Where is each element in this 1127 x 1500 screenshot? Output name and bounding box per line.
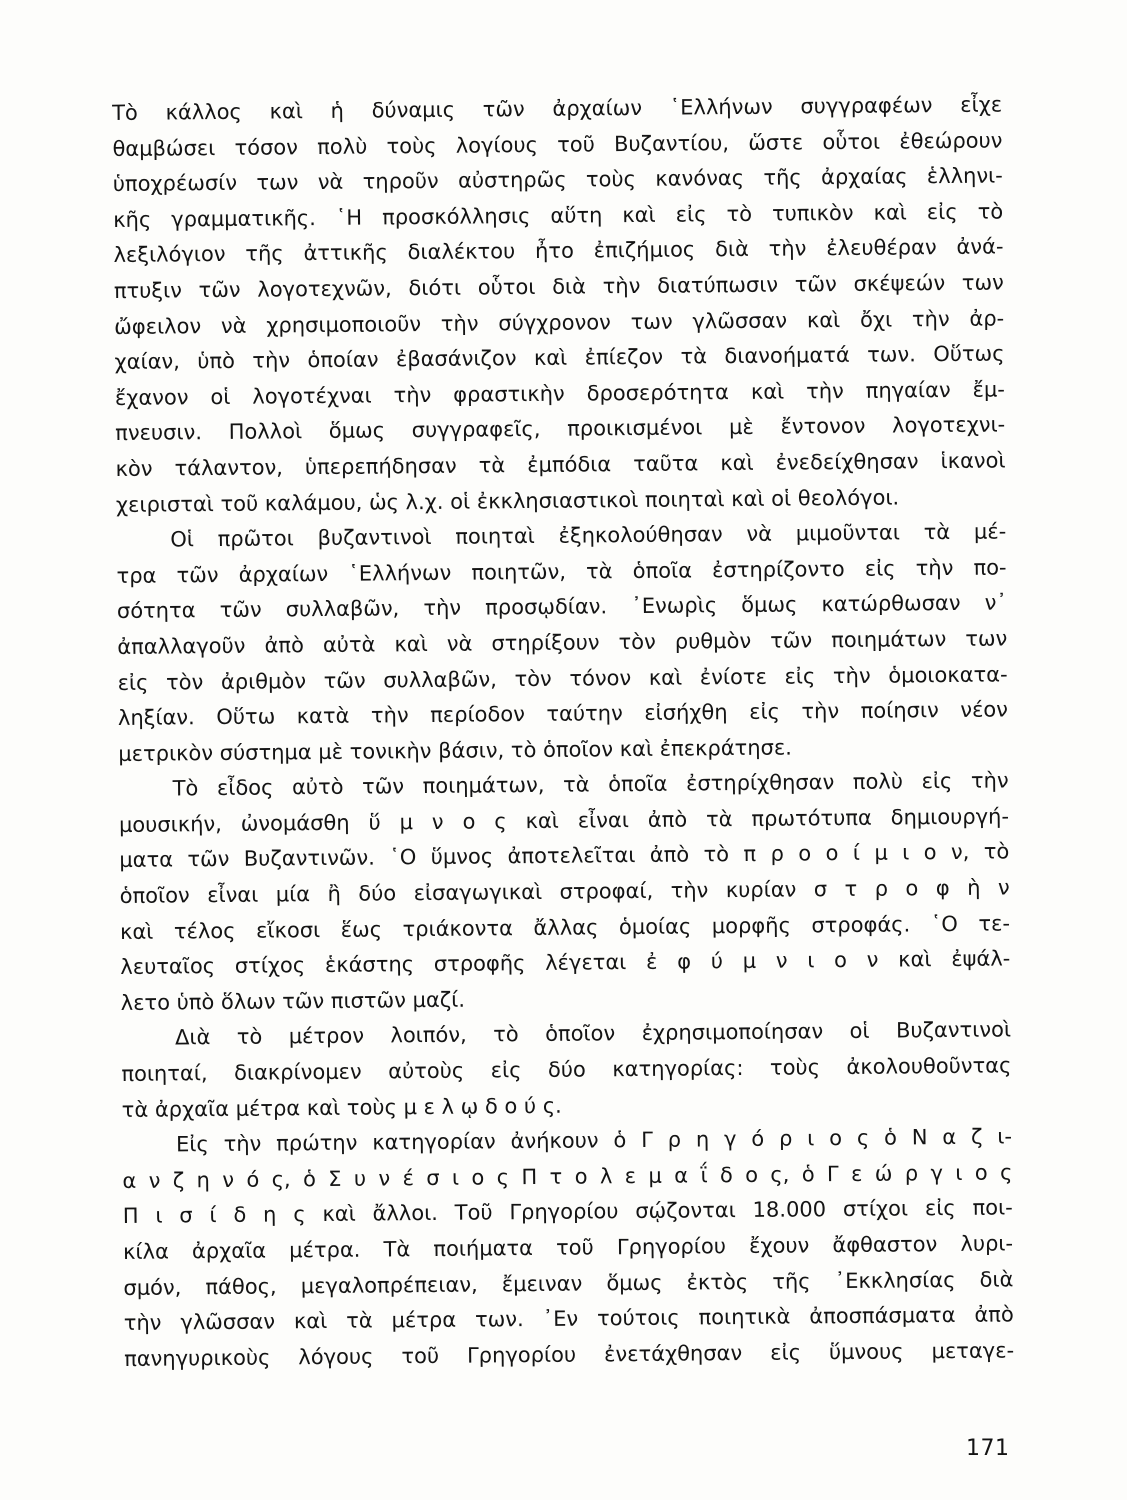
text-line: σότητα τῶν συλλαβῶν, τὴν προσῳδίαν. ᾽Ενωρὶς ὅμως κατώρθωσαν ν᾽ (116, 590, 1008, 624)
text-line: ἔχανον οἱ λογοτέχναι τὴν φραστικὴν δροσερότητα καὶ τὴν πηγαίαν ἔμ- (114, 377, 1005, 410)
text-line: Εἰς τὴν πρώτην κατηγορίαν ἀνήκουν ὁ Γ ρ η γ ό ρ ι ο ς ὁ Ν α ζ ι- (175, 1124, 1013, 1157)
body-text (112, 87, 1014, 1377)
text-line: τρα τῶν ἀρχαίων ῾Ελλήνων ποιητῶν, τὰ ὁποῖα ἐστηρίζοντο εἰς τὴν πο- (116, 555, 1007, 588)
text-line: λεξιλόγιον τῆς ἀττικῆς διαλέκτου ἦτο ἐπιζήμιος διὰ τὴν ἐλευθέραν ἀνά- (113, 234, 1004, 268)
text-line: ματα τῶν Βυζαντινῶν. ῾Ο ὕμνος ἀποτελεῖται ἀπὸ τὸ π ρ ο ο ί μ ι ο ν, τὸ (119, 839, 1010, 873)
text-line: μουσικήν, ὠνομάσθη ὕ μ ν ο ς καὶ εἶναι ἀπὸ τὰ πρωτότυπα δημιουργή- (118, 804, 1010, 837)
text-line: κὸν τάλαντον, ὑπερεπήδησαν τὰ ἐμπόδια ταῦτα καὶ ἐνεδείχθησαν ἱκανοὶ (115, 448, 1006, 481)
text-line: λευταῖος στίχος ἑκάστης στροφῆς λέγεται ἐ φ ύ μ ν ι ο ν καὶ ἐψάλ- (120, 946, 1011, 980)
text-line: θαμβώσει τόσον πολὺ τοὺς λογίους τοῦ Βυζαντίου, ὥστε οὗτοι ἐθεώρουν (112, 128, 1003, 161)
paragraph-5 (122, 1120, 1014, 1378)
text-line: ὤφειλον νὰ χρησιμοποιοῦν τὴν σύγχρονον των γλῶσσαν καὶ ὄχι τὴν ἀρ- (114, 306, 1005, 339)
text-line: εἰς τὸν ἀριθμὸν τῶν συλλαβῶν, τὸν τόνον καὶ ἐνίοτε εἰς τὴν ὁμοιοκατα- (117, 661, 1008, 695)
text-line: Διὰ τὸ μέτρον λοιπόν, τὸ ὁποῖον ἐχρησιμοποίησαν οἱ Βυζαντινοὶ (174, 1017, 1012, 1050)
paragraph-3 (118, 764, 1010, 1022)
text-line: α ν ζ η ν ό ς, ὁ Σ υ ν έ σ ι ο ς Π τ ο λ ε μ α ΐ δ ο ς, ὁ Γ ε ώ ρ γ ι ο ς (122, 1160, 1013, 1193)
text-line: τὰ ἀρχαῖα μέτρα καὶ τοὺς μ ε λ ῳ δ ο ύ ς. (121, 1093, 562, 1122)
text-line: Οἱ πρῶτοι βυζαντινοὶ ποιηταὶ ἐξηκολούθησαν νὰ μιμοῦνται τὰ μέ- (170, 519, 1007, 552)
text-line: τὴν γλῶσσαν καὶ τὰ μέτρα των. ᾽Εν τούτοις ποιητικὰ ἀποσπάσματα ἀπὸ (123, 1302, 1014, 1336)
text-line: πτυξιν τῶν λογοτεχνῶν, διότι οὗτοι διὰ τὴν διατύπωσιν τῶν σκέψεών των (113, 270, 1004, 303)
text-line: ὁποῖον εἶναι μία ἢ δύο εἰσαγωγικαὶ στροφαί, τὴν κυρίαν σ τ ρ ο φ ὴ ν (119, 875, 1010, 909)
text-line: σμόν, πάθος, μεγαλοπρέπειαν, ἔμειναν ὅμως ἐκτὸς τῆς ᾽Εκκλησίας διὰ (123, 1266, 1014, 1300)
text-line: λετο ὑπὸ ὅλων τῶν πιστῶν μαζί. (120, 987, 466, 1015)
text-line: ὑποχρέωσίν των νὰ τηροῦν αὐστηρῶς τοὺς κανόνας τῆς ἀρχαίας ἑλληνι- (112, 163, 1003, 197)
text-line: πανηγυρικοὺς λόγους τοῦ Γρηγορίου ἐνετάχθησαν εἰς ὕμνους μεταγε- (124, 1338, 1015, 1371)
paragraph-2 (116, 515, 1008, 773)
text-line: χειρισταὶ τοῦ καλάμου, ὡς λ.χ. οἱ ἐκκλησιαστικοὶ ποιηταὶ καὶ οἱ θεολόγοι. (115, 484, 900, 517)
text-line: πνευσιν. Πολλοὶ ὅμως συγγραφεῖς, προικισμένοι μὲ ἔντονον λογοτεχνι- (115, 412, 1006, 446)
paragraph-1 (112, 87, 1006, 523)
text-line: Τὸ κάλλος καὶ ἡ δύναμις τῶν ἀρχαίων ῾Ελλήνων συγγραφέων εἶχε (112, 92, 1003, 125)
text-line: Π ι σ ί δ η ς καὶ ἄλλοι. Τοῦ Γρηγορίου σῴζονται 18.000 στίχοι εἰς ποι- (122, 1195, 1013, 1229)
text-line: κῆς γραμματικῆς. ῾Η προσκόλλησις αὕτη καὶ εἰς τὸ τυπικὸν καὶ εἰς τὸ (113, 199, 1004, 232)
text-line: ληξίαν. Οὕτω κατὰ τὴν περίοδον ταύτην εἰσήχθη εἰς τὴν ποίησιν νέον (117, 697, 1009, 731)
text-line: Τὸ εἶδος αὐτὸ τῶν ποιημάτων, τὰ ὁποῖα ἐστηρίχθησαν πολὺ εἰς τὴν (172, 768, 1009, 801)
paragraph-4 (121, 1013, 1012, 1128)
text-line: ποιηταί, διακρίνομεν αὐτοὺς εἰς δύο κατηγορίας: τοὺς ἀκολουθοῦντας (121, 1053, 1012, 1086)
page-number: 171 (966, 1436, 1010, 1461)
text-line: ἀπαλλαγοῦν ἀπὸ αὐτὰ καὶ νὰ στηρίξουν τὸν ρυθμὸν τῶν ποιημάτων των (117, 626, 1008, 659)
text-line: χαίαν, ὑπὸ τὴν ὁποίαν ἐβασάνιζον καὶ ἐπίεζον τὰ διανοήματά των. Οὕτως (114, 341, 1005, 375)
text-line: κίλα ἀρχαῖα μέτρα. Τὰ ποιήματα τοῦ Γρηγορίου ἔχουν ἄφθαστον λυρι- (122, 1231, 1014, 1264)
text-line: καὶ τέλος εἴκοσι ἕως τριάκοντα ἄλλας ὁμοίας μορφῆς στροφάς. ῾Ο τε- (119, 911, 1011, 944)
text-line: μετρικὸν σύστημα μὲ τονικὴν βάσιν, τὸ ὁποῖον καὶ ἐπεκράτησε. (118, 735, 793, 766)
